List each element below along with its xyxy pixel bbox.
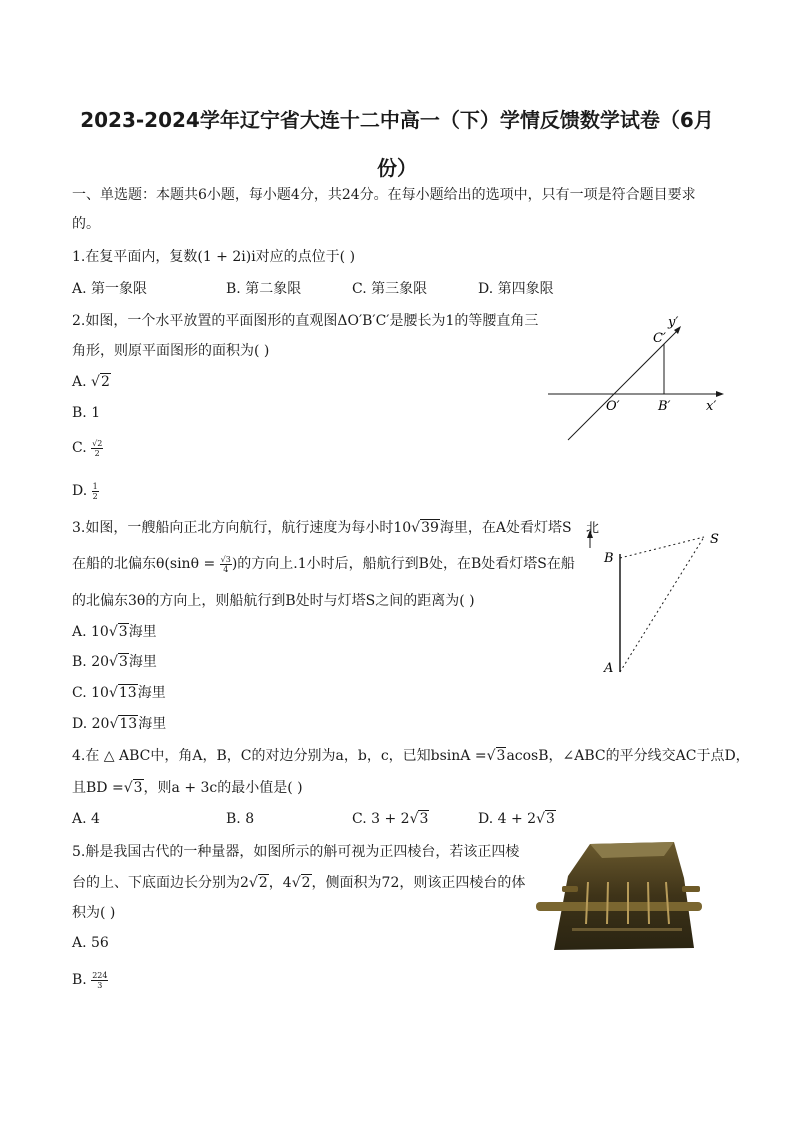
vessel-lug-left [562, 886, 578, 892]
q3-option-d-radicand: 13 [119, 716, 138, 732]
q4-option-c-pre: C. 3 + 2 [352, 811, 410, 827]
q3-stem-1-post: 海里，在A处看灯塔S [439, 520, 572, 536]
q3-option-b-radicand: 3 [118, 654, 128, 670]
q5-stem-2-pre: 台的上、下底面边长分别为2 [72, 875, 249, 891]
q3-sin-radicand: 3 [225, 554, 231, 564]
vessel-rim [590, 842, 674, 858]
q4-option-b: B. 8 [226, 811, 255, 827]
q5-option-b-numerator: 224 [92, 970, 108, 980]
q3-stem-2-post: )的方向上.1小时后，船航行到B处，在B处看灯塔S在船 [231, 556, 575, 572]
q4-stem-line-2: 且BD =√3，则a + 3c的最小值是( ) [72, 780, 303, 796]
q3-option-c-radicand: 13 [118, 685, 137, 701]
label-c: C′ [653, 331, 666, 346]
q3-stem-1-radicand: 39 [421, 520, 439, 536]
section-header-line-2: 的。 [72, 216, 100, 232]
section-header-line-1: 一、单选题：本题共6小题，每小题4分，共24分。在每小题给出的选项中，只有一项是符合题目要求 [72, 187, 696, 203]
q4-option-c: C. 3 + 2√3 [352, 811, 429, 827]
q3-stem-line-3: 的北偏东3θ的方向上，则船航行到B处时与灯塔S之间的距离为( ) [72, 593, 475, 609]
q3-option-a-coef: 10 [91, 624, 109, 640]
q5-stem-2-radicand-2: 2 [301, 875, 311, 891]
q2-option-d-denominator: 2 [92, 491, 98, 501]
q5-option-b [72, 970, 108, 990]
q1-option-b: B. 第二象限 [226, 281, 302, 297]
q3-option-b-label: B. [72, 654, 87, 670]
q1-option-a: A. 第一象限 [72, 281, 148, 297]
q3-stem-2-pre: 在船的北偏东θ(sinθ = [72, 556, 216, 572]
q3-option-a-radicand: 3 [118, 624, 128, 640]
q3-stem-1-pre: 3.如图，一艘船向正北方向航行，航行速度为每小时10 [72, 520, 412, 536]
q3-option-d: D. 20√13海里 [72, 716, 167, 732]
q3-option-c-label: C. [72, 685, 87, 701]
q4-option-d: D. 4 + 2√3 [478, 811, 555, 827]
q4-stem-line-1: 4.在 △ ABC中，角A，B，C的对边分别为a，b，c，已知bsinA =√3acosB，∠ABC的平分线交AC于点D， [72, 748, 750, 764]
q5-option-b-fraction [91, 971, 108, 990]
title-line-2: 份） [377, 156, 417, 180]
q2-stem-line-2: 角形，则原平面图形的面积为( ) [72, 343, 270, 359]
q5-option-a: A. 56 [72, 935, 109, 951]
q3-option-b-unit: 海里 [128, 654, 157, 670]
vessel-lug-right [682, 886, 700, 892]
q1-option-c: C. 第三象限 [352, 281, 428, 297]
label-s: S [710, 532, 719, 547]
q3-stem-line-2 [72, 554, 575, 574]
q2-stem-line-1: 2.如图，一个水平放置的平面图形的直观图ΔO′B′C′是腰长为1的等腰直角三 [72, 313, 539, 329]
q5-option-b-denominator: 3 [97, 980, 103, 990]
q4-stem-2-radicand: 3 [133, 780, 143, 796]
q2-option-c [72, 438, 103, 458]
q3-option-d-label: D. [72, 716, 88, 732]
q4-stem-2-pre: 且BD = [72, 780, 124, 796]
q2-option-c-radicand: 2 [97, 438, 103, 448]
q4-stem-1-radicand: 3 [496, 748, 506, 764]
vessel-handle-bar [536, 902, 702, 911]
q4-option-c-radicand: 3 [419, 811, 429, 827]
label-y: y′ [668, 315, 679, 330]
x-axis-arrow-icon [716, 391, 724, 397]
q5-option-b-label: B. [72, 972, 87, 988]
q1-option-d: D. 第四象限 [478, 281, 554, 297]
q5-stem-2-radicand-1: 2 [258, 875, 268, 891]
q3-option-b-coef: 20 [91, 654, 110, 670]
q3-option-c-unit: 海里 [137, 685, 166, 701]
q3-option-a-unit: 海里 [128, 624, 157, 640]
q2-figure [540, 312, 730, 444]
vessel-band [572, 928, 682, 931]
q2-option-c-denominator: 2 [94, 448, 100, 458]
q4-stem-1-post: acosB，∠ABC的平分线交AC于点D， [506, 748, 750, 764]
q5-stem-line-1: 5.斛是我国古代的一种量器，如图所示的斛可视为正四棱台，若该正四棱 [72, 844, 520, 860]
label-o: O′ [606, 399, 620, 414]
label-b: B [604, 551, 614, 566]
q3-stem-line-1: 3.如图，一艘船向正北方向航行，航行速度为每小时10√39海里，在A处看灯塔S [72, 520, 572, 536]
q2-option-d-fraction [92, 482, 99, 501]
q2-option-c-label: C. [72, 440, 87, 456]
q3-option-a-label: A. [72, 624, 87, 640]
sight-line-as [620, 537, 704, 672]
label-x: x′ [706, 399, 717, 414]
q3-option-b: B. 20√3海里 [72, 654, 157, 670]
q4-stem-2-post: ，则a + 3c的最小值是( ) [143, 780, 303, 796]
page-title [60, 96, 734, 192]
q3-option-d-coef: 20 [91, 716, 110, 732]
q2-option-b: B. 1 [72, 405, 101, 421]
q2-option-a-label: A. [72, 374, 87, 390]
q3-figure [580, 514, 730, 678]
q2-option-a: A. √2 [72, 374, 110, 390]
q1-stem: 1.在复平面内，复数(1 + 2i)i对应的点位于( ) [72, 249, 356, 265]
label-b: B′ [658, 399, 671, 414]
q2-option-d-numerator: 1 [92, 481, 98, 491]
q5-stem-2-mid: ，4 [268, 875, 292, 891]
vessel-body [554, 842, 694, 950]
q4-stem-1-pre: 4.在 △ ABC中，角A，B，C的对边分别为a，b，c，已知bsinA = [72, 748, 487, 764]
q3-option-c-coef: 10 [91, 685, 109, 701]
hu-vessel-image [532, 838, 704, 954]
q4-option-d-radicand: 3 [546, 811, 555, 827]
q4-option-a: A. 4 [72, 811, 100, 827]
y-axis-line [568, 330, 678, 440]
q2-option-a-radicand: 2 [100, 374, 110, 390]
q4-option-d-pre: D. 4 + 2 [478, 811, 537, 827]
label-a: A [604, 661, 614, 676]
q3-option-d-unit: 海里 [138, 716, 167, 732]
q3-sin-denominator: 4 [223, 564, 229, 574]
q5-stem-2-post: ，侧面积为72，则该正四棱台的体 [311, 875, 526, 891]
q2-option-d [72, 481, 99, 501]
q2-option-c-fraction: $\frac{√2}{2}$ [92, 438, 103, 458]
q3-sin-fraction: $\frac{√3}{4}$ [220, 554, 231, 574]
q2-option-d-label: D. [72, 483, 88, 499]
q5-stem-line-2: 台的上、下底面边长分别为2√2，4√2，侧面积为72，则该正四棱台的体 [72, 875, 526, 891]
label-north: 北 [586, 521, 600, 536]
q5-stem-line-3: 积为( ) [72, 905, 116, 921]
q3-option-c: C. 10√13海里 [72, 685, 166, 701]
q3-option-a: A. 10√3海里 [72, 624, 157, 640]
title-line-1: 2023-2024学年辽宁省大连十二中高一（下）学情反馈数学试卷（6月 [80, 108, 714, 132]
sight-line-bs [620, 537, 704, 558]
